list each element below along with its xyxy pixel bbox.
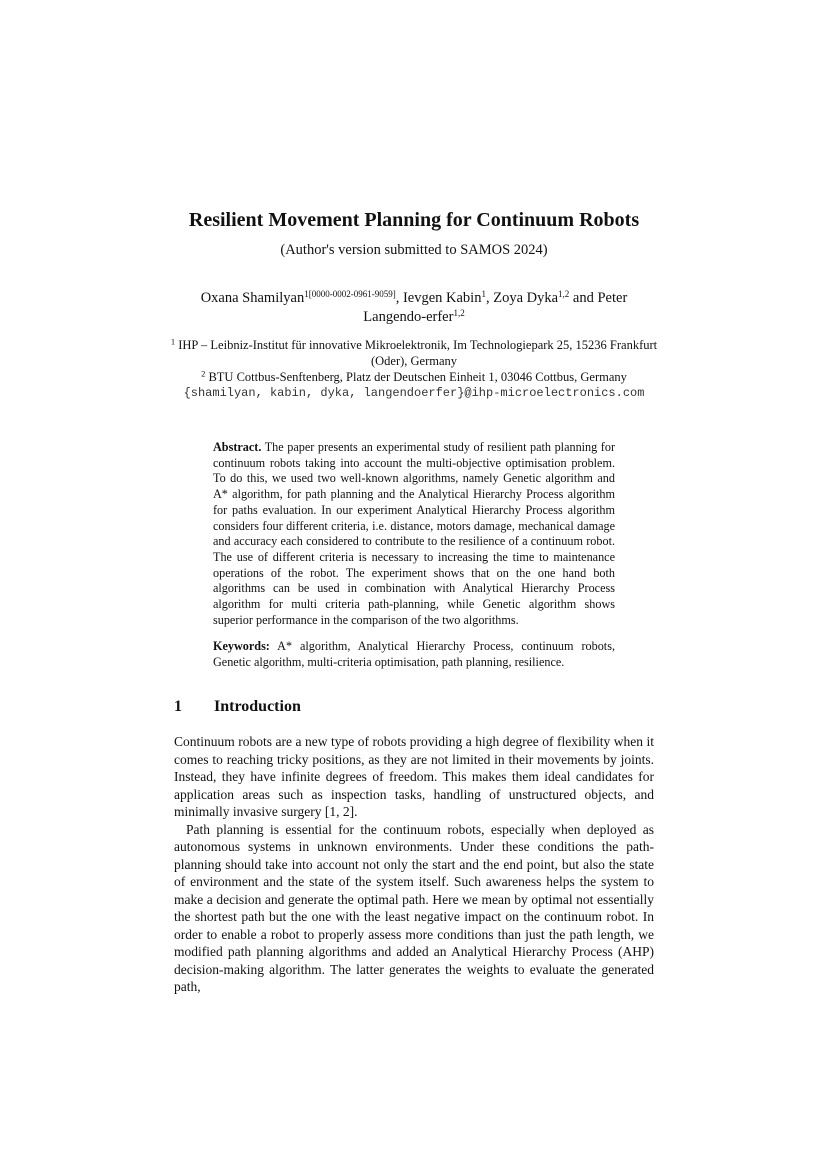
affiliation-text: IHP – Leibniz-Institut für innovative Mikroelektronik, Im Technologiepark 25, 15236 Frankfurt (Oder), Germany xyxy=(175,338,658,368)
affiliation-mark: 2 xyxy=(201,368,206,379)
section-body xyxy=(174,733,654,996)
section-heading xyxy=(174,697,654,717)
author-list xyxy=(190,289,638,327)
author-affiliation-mark: 1,2 xyxy=(558,289,570,300)
affiliation-2 xyxy=(160,369,668,385)
section-title: Introduction xyxy=(214,698,301,715)
author-name: Oxana Shamilyan xyxy=(200,290,305,306)
author-affiliation-mark: 1 xyxy=(481,289,486,300)
abstract xyxy=(213,440,615,628)
body-paragraph: Continuum robots are a new type of robots providing a high degree of flexibility when it comes to reaching tricky positions, as they are not limited in their movements by joints. Instead, they have infinite degrees of freedom. This makes them ideal candidates for application areas such as inspection tasks, handling of unstructured objects, and minimally invasive surgery [1, 2]. xyxy=(174,734,654,819)
affiliation-text: BTU Cottbus-Senftenberg, Platz der Deutschen Einheit 1, 03046 Cottbus, Germany xyxy=(205,370,627,384)
abstract-text: The paper presents an experimental study of resilient path planning for continuum robots taking into account the multi-objective optimisation problem. To do this, we used two well-known algorithms, namely Genetic algorithm and A* algorithm, for path planning and the Analytical Hierarchy Process algorithm for paths evaluation. In our experiment Analytical Hierarchy Process algorithm considers four different criteria, i.e. distance, motors damage, mechanical damage and accuracy each considered to contribute to the resilience of a continuum robot. The use of different criteria is necessary to increasing the time to maintenance operations of the robot. The experiment shows that on the one hand both algorithms can be used in combination with Analytical Hierarchy Process algorithm for multi criteria path-planning, while Genetic algorithm shows superior performance in the comparison of the two algorithms. xyxy=(213,440,615,627)
author-emails: {shamilyan, kabin, dyka, langendoerfer}@ihp-microelectronics.com xyxy=(183,386,645,400)
keywords xyxy=(213,639,615,670)
affiliations xyxy=(160,337,668,401)
body-paragraph: Path planning is essential for the continuum robots, especially when deployed as autonomous systems in unknown environments. Under these conditions the path-planning should take into account not only the start and the end point, but also the state of environment and the state of the system itself. Such awareness helps the system to make a decision and generate the optimal path. Here we mean by optimal not essentially the shortest path but the one with the least negative impact on the continuum robot. In order to enable a robot to properly assess more conditions than just the path length, we modified path planning algorithms and added an Analytical Hierarchy Process (AHP) decision-making algorithm. The latter generates the weights to evaluate the generated path, xyxy=(174,821,654,994)
author-name: and Peter Langendo-erfer xyxy=(363,290,628,325)
author-name: , Zoya Dyka xyxy=(485,290,559,306)
keywords-text: A* algorithm, Analytical Hierarchy Process, continuum robots, Genetic algorithm, multi-criteria optimisation, path planning, resilience. xyxy=(213,639,615,669)
paper-subtitle: (Author's version submitted to SAMOS 2024) xyxy=(280,242,548,258)
author-affiliation-mark: 1[0000-0002-0961-9059] xyxy=(304,289,396,300)
paper-title: Resilient Movement Planning for Continuum Robots xyxy=(188,209,640,231)
author-affiliation-mark: 1,2 xyxy=(453,308,465,319)
abstract-label: Abstract. xyxy=(213,440,262,454)
section-number: 1 xyxy=(174,698,182,715)
affiliation-1 xyxy=(160,337,668,369)
affiliation-mark: 1 xyxy=(170,336,176,347)
keywords-label: Keywords: xyxy=(213,639,270,653)
author-name: , Ievgen Kabin xyxy=(395,290,482,306)
